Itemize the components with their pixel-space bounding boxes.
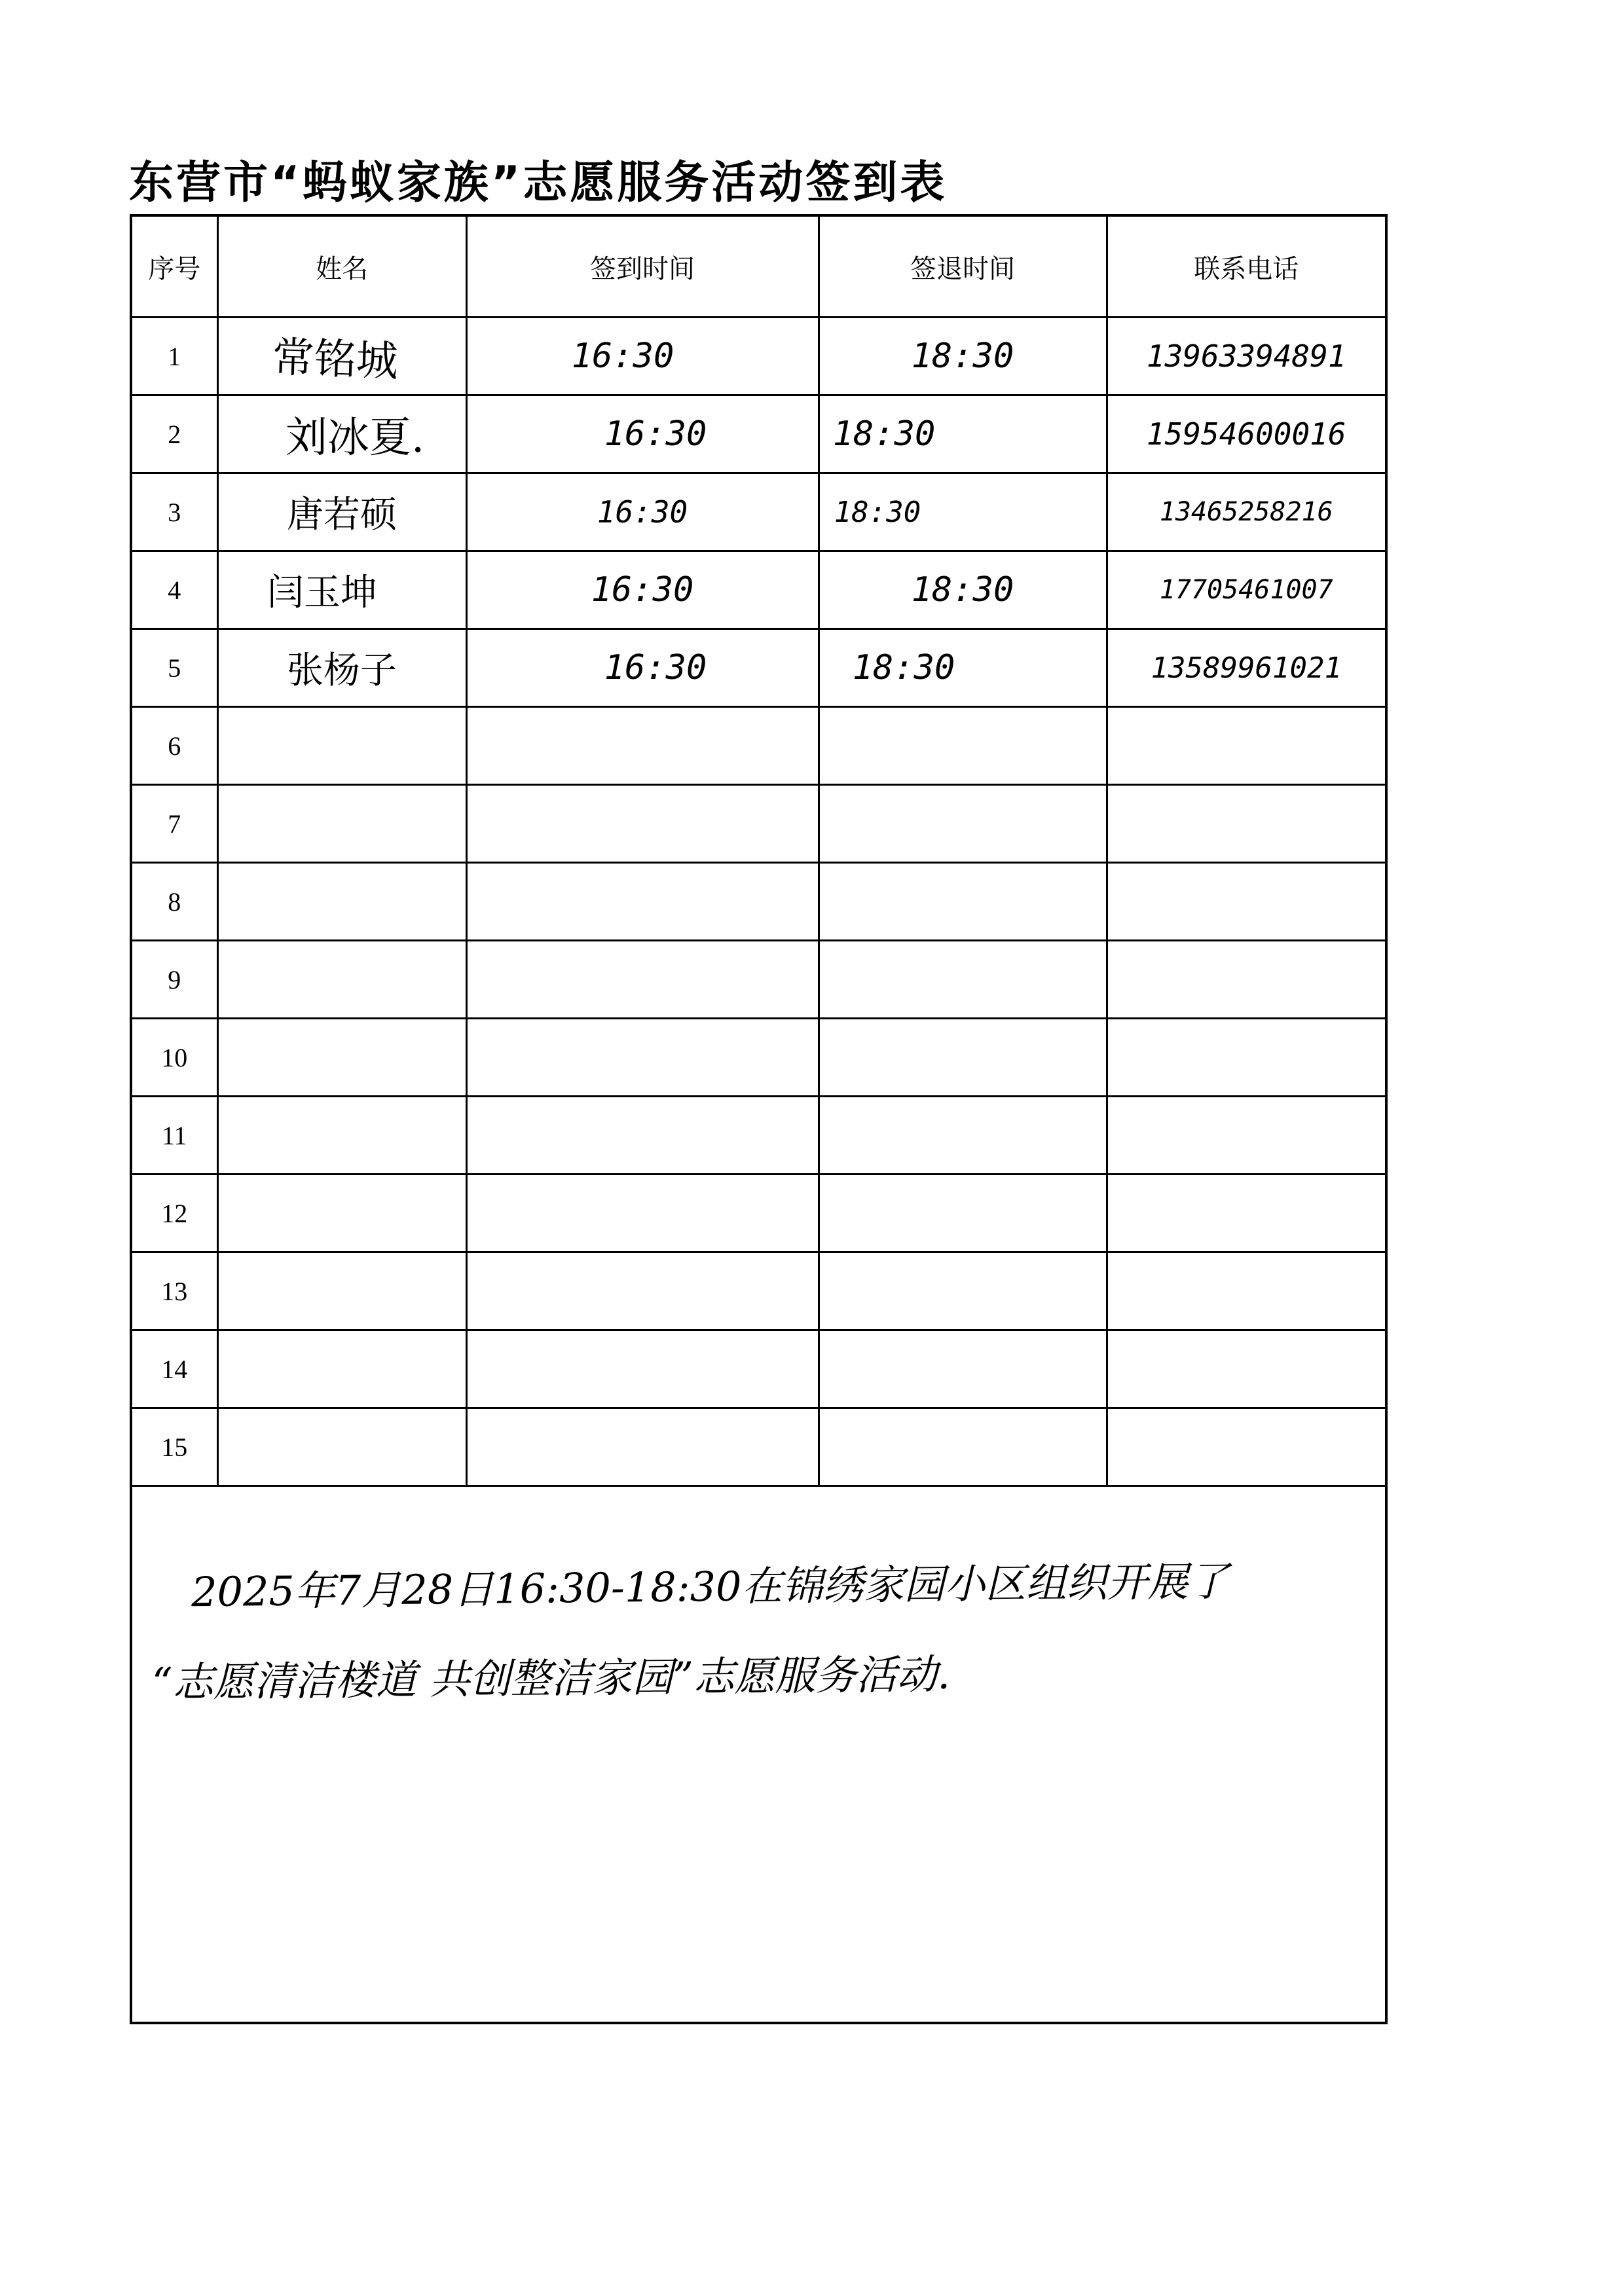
row-sign-out-cell	[819, 1175, 1107, 1252]
row-sign-in-cell	[466, 1330, 819, 1408]
header-row	[132, 217, 1385, 318]
row-name-cell	[217, 941, 466, 1019]
row-index: 9	[132, 941, 217, 1019]
row-name-cell	[217, 1019, 466, 1097]
row-index: 14	[132, 1330, 217, 1408]
row-name-cell	[217, 629, 466, 707]
row-sign-in-cell	[466, 785, 819, 863]
row-name-cell	[217, 1252, 466, 1330]
row-index: 6	[132, 707, 217, 785]
row-sign-in-cell	[466, 629, 819, 707]
row-name-cell	[217, 1097, 466, 1175]
row-name-cell	[217, 318, 466, 395]
table-row	[132, 473, 1385, 551]
row-sign-in-cell	[466, 1408, 819, 1486]
handwritten-sign-out: 18:30	[852, 648, 955, 687]
header-sign-out-time: 签退时间	[819, 217, 1107, 318]
handwritten-sign-in: 16:30	[604, 414, 707, 454]
table-row	[132, 629, 1385, 707]
row-sign-in-cell	[466, 318, 819, 395]
row-phone-cell	[1107, 1330, 1385, 1408]
row-sign-out-cell	[819, 1097, 1107, 1175]
table-row	[132, 1019, 1385, 1097]
table-row	[132, 707, 1385, 785]
row-sign-in-cell	[466, 707, 819, 785]
row-sign-in-cell	[466, 863, 819, 941]
table-row	[132, 1175, 1385, 1252]
row-phone-cell	[1107, 629, 1385, 707]
handwritten-sign-out: 18:30	[834, 495, 921, 529]
handwritten-sign-in: 16:30	[591, 570, 694, 610]
row-sign-in-cell	[466, 941, 819, 1019]
row-sign-out-cell	[819, 1408, 1107, 1486]
row-sign-out-cell	[819, 1252, 1107, 1330]
row-index: 12	[132, 1175, 217, 1252]
table-row	[132, 318, 1385, 395]
table-row	[132, 1408, 1385, 1486]
row-sign-out-cell	[819, 551, 1107, 629]
handwritten-name: 张杨子	[287, 649, 397, 692]
handwritten-name: 常铭城	[271, 333, 399, 386]
row-sign-out-cell	[819, 318, 1107, 395]
row-sign-in-cell	[466, 1097, 819, 1175]
table-row	[132, 1252, 1385, 1330]
row-sign-out-cell	[819, 395, 1107, 473]
row-phone-cell	[1107, 785, 1385, 863]
activity-notes	[132, 1479, 1385, 2022]
row-sign-out-cell	[819, 473, 1107, 551]
table-row	[132, 941, 1385, 1019]
header-index: 序号	[132, 217, 217, 318]
row-phone-cell	[1107, 863, 1385, 941]
row-name-cell	[217, 863, 466, 941]
row-phone-cell	[1107, 551, 1385, 629]
row-sign-out-cell	[819, 941, 1107, 1019]
page-title: 东营市“蚂蚁家族”志愿服务活动签到表	[129, 157, 948, 209]
row-name-cell	[217, 395, 466, 473]
handwritten-phone: 13963394891	[1146, 338, 1346, 374]
row-index: 15	[132, 1408, 217, 1486]
row-index: 10	[132, 1019, 217, 1097]
row-sign-in-cell	[466, 551, 819, 629]
row-phone-cell	[1107, 707, 1385, 785]
row-name-cell	[217, 473, 466, 551]
row-index: 8	[132, 863, 217, 941]
row-sign-in-cell	[466, 473, 819, 551]
sign-in-table	[132, 217, 1385, 1487]
row-phone-cell	[1107, 1252, 1385, 1330]
header-sign-in-time: 签到时间	[466, 217, 819, 318]
row-phone-cell	[1107, 1019, 1385, 1097]
notes-line-1: 2025年7月28日16:30-18:30在锦绣家园小区组织开展了	[191, 1557, 1229, 1616]
row-index: 1	[132, 318, 217, 395]
row-index: 7	[132, 785, 217, 863]
handwritten-phone: 13465258216	[1159, 497, 1333, 527]
handwritten-sign-out: 18:30	[832, 414, 936, 454]
notes-line-2: “志愿清洁楼道 共创整洁家园”志愿服务活动.	[151, 1650, 951, 1707]
row-phone-cell	[1107, 473, 1385, 551]
handwritten-sign-in: 16:30	[604, 648, 707, 687]
row-sign-out-cell	[819, 707, 1107, 785]
row-index: 5	[132, 629, 217, 707]
row-sign-in-cell	[466, 1019, 819, 1097]
row-index: 2	[132, 395, 217, 473]
row-phone-cell	[1107, 1408, 1385, 1486]
row-sign-out-cell	[819, 1019, 1107, 1097]
table-row	[132, 1097, 1385, 1175]
handwritten-sign-out: 18:30	[911, 337, 1014, 376]
table-row	[132, 1330, 1385, 1408]
row-phone-cell	[1107, 318, 1385, 395]
table-row	[132, 863, 1385, 941]
row-sign-out-cell	[819, 629, 1107, 707]
header-name: 姓名	[217, 217, 466, 318]
row-index: 3	[132, 473, 217, 551]
row-phone-cell	[1107, 941, 1385, 1019]
handwritten-sign-in: 16:30	[571, 337, 674, 376]
row-index: 13	[132, 1252, 217, 1330]
row-sign-out-cell	[819, 863, 1107, 941]
row-phone-cell	[1107, 1175, 1385, 1252]
sign-in-sheet	[130, 214, 1388, 2024]
row-phone-cell	[1107, 1097, 1385, 1175]
row-name-cell	[217, 1175, 466, 1252]
table-row	[132, 395, 1385, 473]
row-sign-in-cell	[466, 1175, 819, 1252]
handwritten-phone: 17705461007	[1159, 575, 1333, 605]
row-name-cell	[217, 1408, 466, 1486]
handwritten-phone: 13589961021	[1151, 651, 1342, 685]
row-sign-in-cell	[466, 395, 819, 473]
handwritten-name: 闫玉坤	[267, 572, 377, 614]
row-sign-out-cell	[819, 1330, 1107, 1408]
row-name-cell	[217, 551, 466, 629]
handwritten-phone: 15954600016	[1146, 416, 1346, 452]
row-sign-out-cell	[819, 785, 1107, 863]
row-sign-in-cell	[466, 1252, 819, 1330]
table-row	[132, 785, 1385, 863]
row-index: 11	[132, 1097, 217, 1175]
table-row	[132, 551, 1385, 629]
row-index: 4	[132, 551, 217, 629]
handwritten-sign-out: 18:30	[911, 570, 1014, 610]
row-phone-cell	[1107, 395, 1385, 473]
row-name-cell	[217, 785, 466, 863]
handwritten-sign-in: 16:30	[597, 494, 688, 530]
header-phone: 联系电话	[1107, 217, 1385, 318]
handwritten-name: 唐若硕	[287, 494, 397, 536]
row-name-cell	[217, 707, 466, 785]
row-name-cell	[217, 1330, 466, 1408]
handwritten-name: 刘冰夏.	[285, 414, 425, 462]
